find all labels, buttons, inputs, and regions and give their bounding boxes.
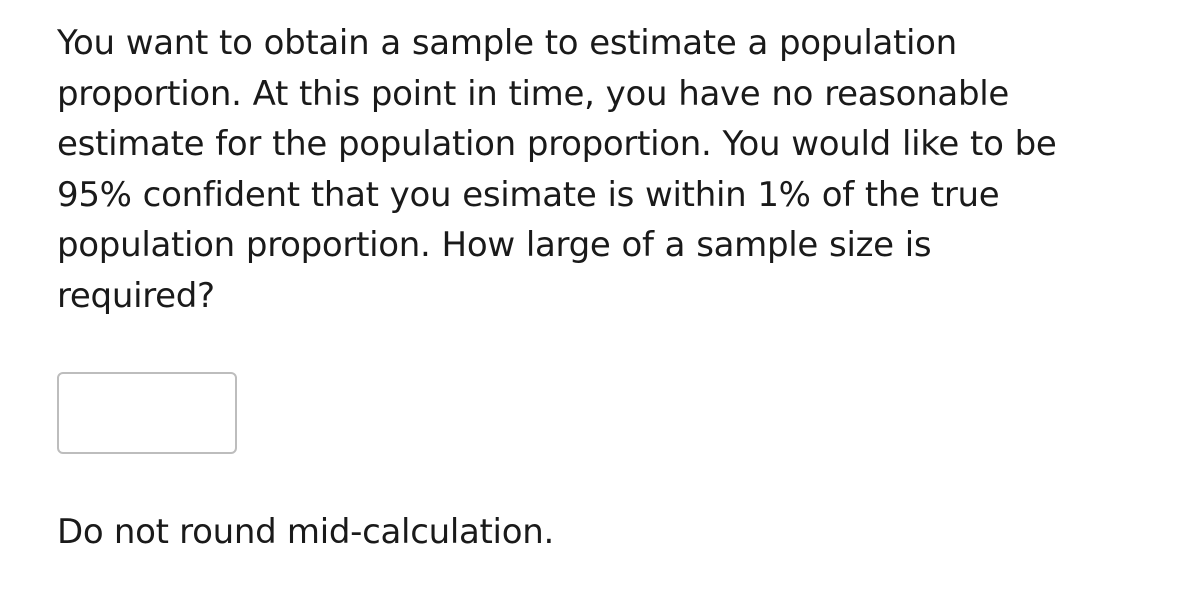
- question-line: proportion. At this point in time, you have no reasonable: [57, 73, 1010, 114]
- question-line: 95% confident that you esimate is within 1% of the true: [57, 174, 1000, 215]
- answer-input[interactable]: [57, 372, 237, 454]
- question-line: You want to obtain a sample to estimate a population: [57, 23, 957, 63]
- question-block: [57, 18, 1157, 321]
- question-line: estimate for the population proportion. You would like to be: [57, 124, 1057, 164]
- question-text: [57, 18, 1157, 321]
- question-line: required?: [57, 275, 215, 316]
- note-text: Do not round mid-calculation.: [57, 512, 554, 552]
- question-line: population proportion. How large of a sample size is: [57, 225, 932, 265]
